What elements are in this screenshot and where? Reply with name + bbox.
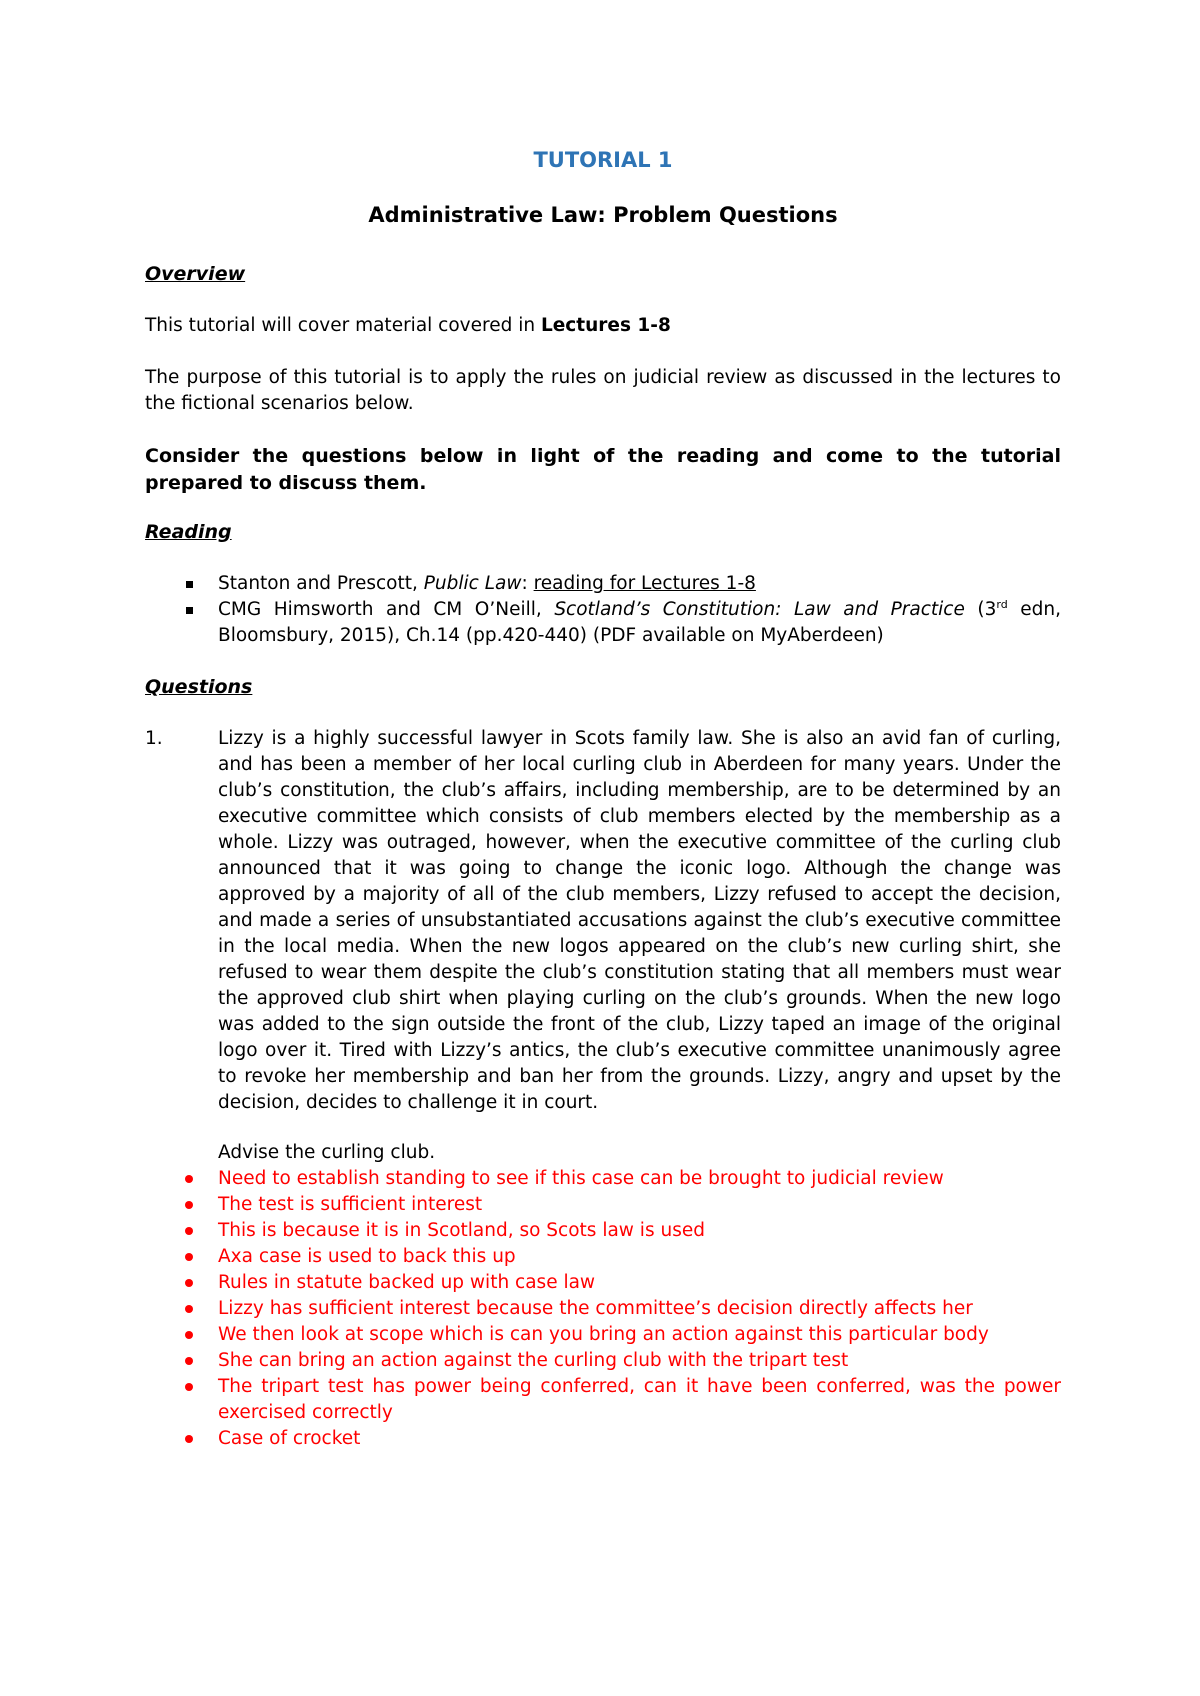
reading-item <box>145 597 1061 649</box>
reading-heading: Reading <box>145 521 232 543</box>
note-text: We then look at scope which is can you bring an action against this particular body <box>218 1324 989 1345</box>
overview-line-text: This tutorial will cover material covered in <box>145 315 541 336</box>
overview-line-bold: Lectures 1-8 <box>540 315 671 336</box>
document-title: TUTORIAL 1 <box>533 148 673 172</box>
note-item <box>145 1192 1061 1218</box>
note-item <box>145 1244 1061 1270</box>
reading-item-post: edn, Bloomsbury, 2015), Ch.14 (pp.420-440) (PDF available on MyAberdeen) <box>218 599 1061 646</box>
overview-line <box>145 313 1061 339</box>
document-content <box>145 146 1061 1452</box>
dot-bullet-icon <box>185 1279 193 1287</box>
note-item <box>145 1348 1061 1374</box>
question-instruction: Advise the curling club. <box>218 1142 436 1163</box>
note-text: The tripart test has power being conferred, can it have been conferred, was the power exercised correctly <box>218 1376 1061 1423</box>
questions-heading: Questions <box>145 676 253 698</box>
dot-bullet-icon <box>185 1253 193 1261</box>
note-item <box>145 1296 1061 1322</box>
dot-bullet-icon <box>185 1383 193 1391</box>
overview-purpose: The purpose of this tutorial is to apply the rules on judicial review as discussed in the lectures to the fictional scenarios below. <box>145 367 1061 414</box>
note-item <box>145 1218 1061 1244</box>
notes-list <box>145 1166 1061 1452</box>
reading-item-italic: Public Law <box>423 573 522 594</box>
square-bullet-icon <box>186 607 193 614</box>
overview-notice: Consider the questions below in light of the reading and come to the tutorial prepared to discuss them. <box>145 445 1061 494</box>
question-number: 1. <box>145 728 163 749</box>
square-bullet-icon <box>186 581 193 588</box>
note-item <box>145 1322 1061 1348</box>
note-text: Rules in statute backed up with case law <box>218 1272 596 1293</box>
note-text: The test is sufficient interest <box>218 1194 483 1215</box>
note-text: Case of crocket <box>218 1428 361 1449</box>
reading-item-italic: Scotland’s Constitution: Law and Practice <box>554 599 965 620</box>
question-text: Lizzy is a highly successful lawyer in Scots family law. She is also an avid fan of curling, and has been a member of her local curling club in Aberdeen for many years. Under the club’s constitution, the club’s affairs, including membership, are to be determined by an executive committee which consists of club members elected by the membership as a whole. Lizzy was outraged, however, when the executive committee of the curling club announced that it was going to change the iconic logo. Although the change was approved by a majority of all of the club members, Lizzy refused to accept the decision, and made a series of unsubstantiated accusations against the club’s executive committee in the local media. When the new logos appeared on the club’s new curling shirt, she refused to wear them despite the club’s constitution stating that all members must wear the approved club shirt when playing curling on the club’s grounds. When the new logo was added to the sign outside the front of the club, Lizzy taped an image of the original logo over it. Tired with Lizzy’s antics, the club’s executive committee unanimously agree to revoke her membership and ban her from the grounds. Lizzy, angry and upset by the decision, decides to challenge it in court. <box>218 728 1061 1113</box>
reading-item-sup: rd <box>996 597 1008 611</box>
reading-item-mid: : <box>521 573 534 594</box>
reading-item-text: Stanton and Prescott, <box>218 573 424 594</box>
note-item <box>145 1374 1061 1426</box>
reading-item-mid: (3 <box>964 599 997 620</box>
dot-bullet-icon <box>185 1175 193 1183</box>
note-item <box>145 1426 1061 1452</box>
question-item <box>145 726 1061 1116</box>
document-subtitle: Administrative Law: Problem Questions <box>368 203 838 227</box>
dot-bullet-icon <box>185 1227 193 1235</box>
note-text: This is because it is in Scotland, so Scots law is used <box>218 1220 705 1241</box>
note-item <box>145 1270 1061 1296</box>
dot-bullet-icon <box>185 1435 193 1443</box>
note-text: Lizzy has sufficient interest because the committee’s decision directly affects her <box>218 1298 973 1319</box>
reading-item-text: CMG Himsworth and CM O’Neill, <box>218 599 555 620</box>
dot-bullet-icon <box>185 1357 193 1365</box>
dot-bullet-icon <box>185 1305 193 1313</box>
reading-item-link[interactable]: reading for Lectures 1-8 <box>533 573 756 594</box>
note-text: She can bring an action against the curling club with the tripart test <box>218 1350 849 1371</box>
overview-heading: Overview <box>145 263 246 285</box>
dot-bullet-icon <box>185 1331 193 1339</box>
dot-bullet-icon <box>185 1201 193 1209</box>
note-text: Axa case is used to back this up <box>218 1246 516 1267</box>
note-text: Need to establish standing to see if this case can be brought to judicial review <box>218 1168 944 1189</box>
reading-list <box>145 571 1061 649</box>
note-item <box>145 1166 1061 1192</box>
reading-item <box>145 571 1061 597</box>
